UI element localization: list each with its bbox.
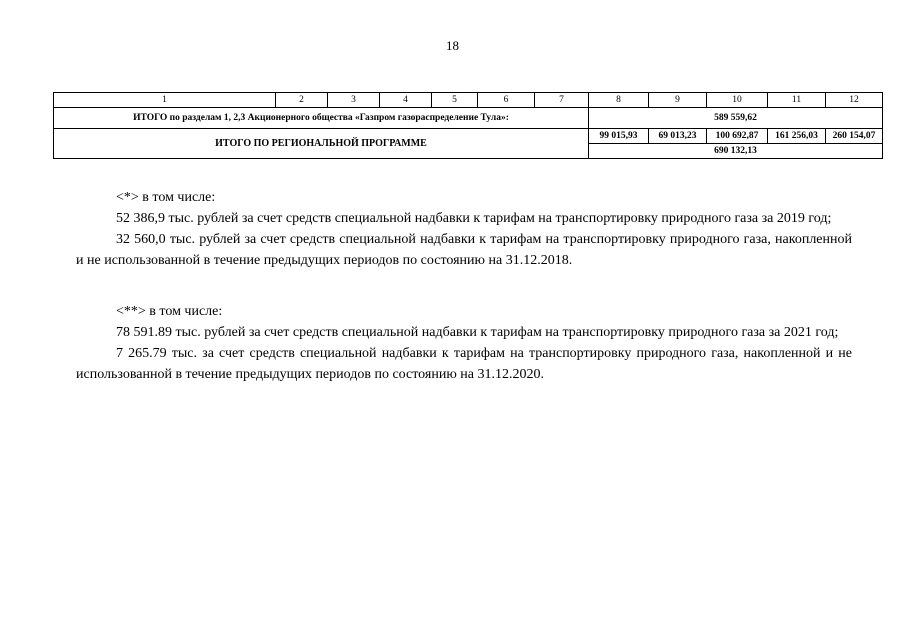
footnote-single-asterisk bbox=[76, 187, 852, 271]
program-value-col10: 100 692,87 bbox=[707, 129, 768, 144]
page-number: 18 bbox=[446, 38, 459, 53]
column-header: 7 bbox=[535, 93, 589, 108]
program-value-col9: 69 013,23 bbox=[649, 129, 707, 144]
column-header: 6 bbox=[478, 93, 535, 108]
footnote-item: 78 591.89 тыс. рублей за счет средств специальной надбавки к тарифам на транспортировку природного газа за 2021 год; bbox=[116, 325, 839, 340]
footnote-double-asterisk bbox=[76, 301, 852, 385]
column-header: 11 bbox=[768, 93, 826, 108]
table-row-sections-total bbox=[54, 108, 883, 129]
column-header: 10 bbox=[707, 93, 768, 108]
table-row-program-values bbox=[54, 129, 883, 144]
footnote-item: 7 265.79 тыс. за счет средств специальной надбавки к тарифам на транспортировку природного газа, накопленной и не использованной в течение предыдущих периодов по состоянию на 31.12.2020. bbox=[76, 346, 852, 382]
footnote-item: 32 560,0 тыс. рублей за счет средств специальной надбавки к тарифам на транспортировку природного газа, накопленной и не использованной в течение предыдущих периодов по состоянию на 31.12.2018. bbox=[76, 232, 852, 268]
column-header: 12 bbox=[826, 93, 883, 108]
program-total-label: ИТОГО ПО РЕГИОНАЛЬНОЙ ПРОГРАММЕ bbox=[54, 129, 589, 159]
column-header: 5 bbox=[432, 93, 478, 108]
table-header-row bbox=[54, 93, 883, 108]
column-header: 9 bbox=[649, 93, 707, 108]
sections-total-label: ИТОГО по разделам 1, 2,3 Акционерного общества «Газпром газораспределение Тула»: bbox=[54, 108, 589, 129]
footnote-heading: <**> в том числе: bbox=[116, 304, 223, 319]
column-header: 8 bbox=[589, 93, 649, 108]
column-header: 1 bbox=[54, 93, 276, 108]
column-header: 3 bbox=[328, 93, 380, 108]
program-value-col8: 99 015,93 bbox=[589, 129, 649, 144]
footnote-heading: <*> в том числе: bbox=[116, 190, 216, 205]
sections-total-value: 589 559,62 bbox=[589, 108, 883, 129]
program-total-value: 690 132,13 bbox=[589, 144, 883, 159]
column-header: 4 bbox=[380, 93, 432, 108]
program-value-col12: 260 154,07 bbox=[826, 129, 883, 144]
footnote-item: 52 386,9 тыс. рублей за счет средств специальной надбавки к тарифам на транспортировку природного газа за 2019 год; bbox=[116, 211, 832, 226]
program-value-col11: 161 256,03 bbox=[768, 129, 826, 144]
program-totals-table bbox=[53, 92, 883, 159]
column-header: 2 bbox=[276, 93, 328, 108]
